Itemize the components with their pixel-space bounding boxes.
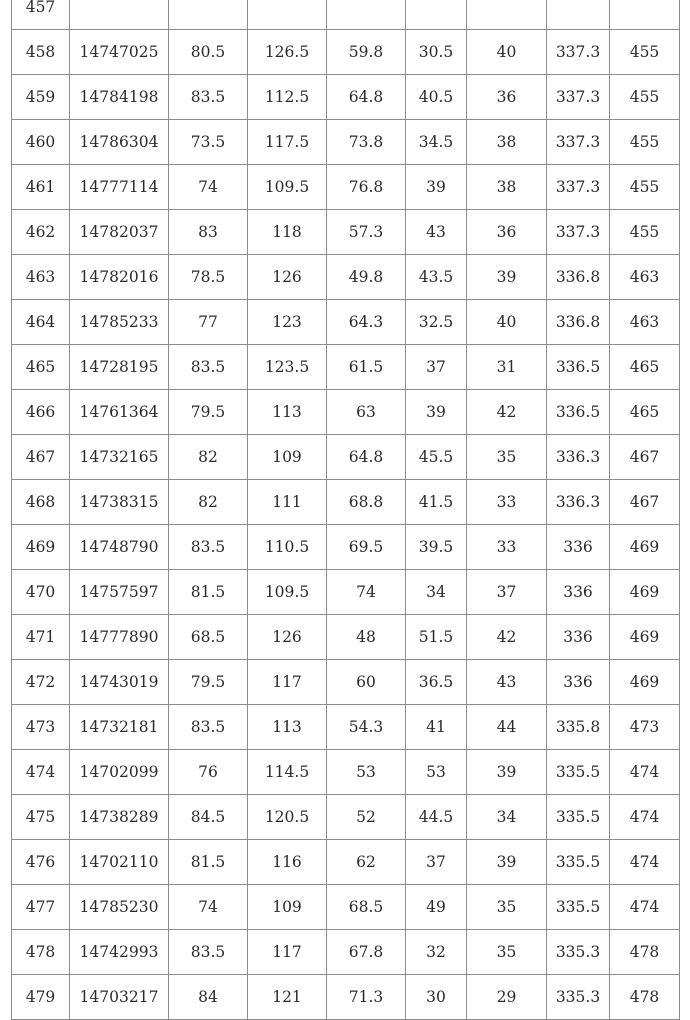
score-cell-5: 36 [467, 75, 547, 120]
score-cell-1: 79.5 [169, 660, 248, 705]
table-row [12, 840, 680, 885]
table-row [12, 615, 680, 660]
rank-cell: 455 [610, 210, 680, 255]
score-cell-2: 117 [248, 660, 327, 705]
rank-cell: 463 [610, 255, 680, 300]
score-cell-4: 51.5 [406, 615, 467, 660]
row-number-cell: 458 [12, 30, 70, 75]
score-cell-1 [169, 0, 248, 30]
rank-cell: 469 [610, 525, 680, 570]
total-score-cell: 337.3 [547, 165, 610, 210]
score-cell-3: 64.8 [327, 435, 406, 480]
score-cell-5: 29 [467, 975, 547, 1020]
score-cell-3: 48 [327, 615, 406, 660]
total-score-cell [547, 0, 610, 30]
score-cell-2: 109.5 [248, 570, 327, 615]
score-cell-2: 126.5 [248, 30, 327, 75]
score-cell-5: 33 [467, 480, 547, 525]
score-cell-2: 109 [248, 885, 327, 930]
total-score-cell: 335.3 [547, 930, 610, 975]
rank-cell: 455 [610, 165, 680, 210]
score-cell-3: 64.3 [327, 300, 406, 345]
row-number-cell: 476 [12, 840, 70, 885]
rank-cell: 467 [610, 435, 680, 480]
score-cell-2: 120.5 [248, 795, 327, 840]
score-cell-1: 84.5 [169, 795, 248, 840]
score-cell-5: 39 [467, 840, 547, 885]
candidate-id-cell: 14782037 [70, 210, 169, 255]
score-cell-3: 68.8 [327, 480, 406, 525]
score-cell-4: 43.5 [406, 255, 467, 300]
score-cell-3: 67.8 [327, 930, 406, 975]
candidate-id-cell: 14738289 [70, 795, 169, 840]
score-cell-4: 34 [406, 570, 467, 615]
score-cell-5: 33 [467, 525, 547, 570]
score-cell-3: 64.8 [327, 75, 406, 120]
total-score-cell: 336.8 [547, 255, 610, 300]
rank-cell: 463 [610, 300, 680, 345]
rank-cell: 474 [610, 885, 680, 930]
score-cell-3: 60 [327, 660, 406, 705]
score-cell-4: 30.5 [406, 30, 467, 75]
candidate-id-cell: 14777114 [70, 165, 169, 210]
table-row [12, 30, 680, 75]
score-cell-2: 114.5 [248, 750, 327, 795]
score-cell-2: 113 [248, 705, 327, 750]
score-table [11, 0, 680, 1020]
score-cell-4: 40.5 [406, 75, 467, 120]
total-score-cell: 336 [547, 615, 610, 660]
total-score-cell: 335.5 [547, 795, 610, 840]
score-cell-4: 49 [406, 885, 467, 930]
score-cell-5: 40 [467, 30, 547, 75]
score-cell-1: 83.5 [169, 75, 248, 120]
total-score-cell: 335.8 [547, 705, 610, 750]
score-cell-2: 117 [248, 930, 327, 975]
table-row [12, 165, 680, 210]
total-score-cell: 336.5 [547, 390, 610, 435]
score-cell-4: 36.5 [406, 660, 467, 705]
table-row [12, 570, 680, 615]
total-score-cell: 336.3 [547, 480, 610, 525]
rank-cell: 455 [610, 120, 680, 165]
score-cell-2 [248, 0, 327, 30]
row-number-cell: 477 [12, 885, 70, 930]
table-row [12, 0, 680, 30]
score-cell-5: 35 [467, 930, 547, 975]
total-score-cell: 337.3 [547, 120, 610, 165]
table-row [12, 660, 680, 705]
row-number-cell: 467 [12, 435, 70, 480]
score-cell-4: 32 [406, 930, 467, 975]
score-cell-5: 39 [467, 255, 547, 300]
row-number-cell: 472 [12, 660, 70, 705]
rank-cell: 455 [610, 75, 680, 120]
table-row [12, 795, 680, 840]
score-cell-3: 62 [327, 840, 406, 885]
row-number-cell: 461 [12, 165, 70, 210]
score-cell-4: 39 [406, 165, 467, 210]
score-cell-4: 37 [406, 840, 467, 885]
score-cell-1: 81.5 [169, 840, 248, 885]
candidate-id-cell: 14757597 [70, 570, 169, 615]
candidate-id-cell: 14782016 [70, 255, 169, 300]
total-score-cell: 335.5 [547, 885, 610, 930]
score-cell-2: 116 [248, 840, 327, 885]
score-cell-2: 113 [248, 390, 327, 435]
score-cell-1: 77 [169, 300, 248, 345]
score-cell-1: 73.5 [169, 120, 248, 165]
score-cell-3 [327, 0, 406, 30]
score-cell-2: 117.5 [248, 120, 327, 165]
score-cell-4: 44.5 [406, 795, 467, 840]
total-score-cell: 337.3 [547, 30, 610, 75]
total-score-cell: 336 [547, 660, 610, 705]
score-cell-5: 35 [467, 885, 547, 930]
rank-cell: 478 [610, 975, 680, 1020]
score-cell-1: 82 [169, 480, 248, 525]
row-number-cell: 471 [12, 615, 70, 660]
total-score-cell: 337.3 [547, 75, 610, 120]
row-number-cell: 457 [12, 0, 70, 30]
row-number-cell: 470 [12, 570, 70, 615]
score-cell-1: 74 [169, 885, 248, 930]
row-number-cell: 473 [12, 705, 70, 750]
score-cell-3: 59.8 [327, 30, 406, 75]
score-cell-5: 38 [467, 120, 547, 165]
score-cell-4: 53 [406, 750, 467, 795]
table-row [12, 390, 680, 435]
rank-cell: 469 [610, 615, 680, 660]
score-cell-3: 76.8 [327, 165, 406, 210]
rank-cell: 465 [610, 345, 680, 390]
score-cell-2: 109 [248, 435, 327, 480]
score-cell-1: 83.5 [169, 525, 248, 570]
score-cell-3: 52 [327, 795, 406, 840]
total-score-cell: 336.5 [547, 345, 610, 390]
score-cell-1: 80.5 [169, 30, 248, 75]
total-score-cell: 336 [547, 525, 610, 570]
score-cell-1: 78.5 [169, 255, 248, 300]
candidate-id-cell: 14747025 [70, 30, 169, 75]
score-cell-3: 57.3 [327, 210, 406, 255]
score-cell-1: 82 [169, 435, 248, 480]
row-number-cell: 469 [12, 525, 70, 570]
score-cell-1: 83.5 [169, 930, 248, 975]
score-cell-1: 83 [169, 210, 248, 255]
candidate-id-cell: 14702099 [70, 750, 169, 795]
rank-cell: 465 [610, 390, 680, 435]
score-cell-1: 79.5 [169, 390, 248, 435]
rank-cell: 473 [610, 705, 680, 750]
row-number-cell: 464 [12, 300, 70, 345]
table-row [12, 930, 680, 975]
row-number-cell: 463 [12, 255, 70, 300]
candidate-id-cell: 14785233 [70, 300, 169, 345]
score-cell-5: 34 [467, 795, 547, 840]
candidate-id-cell: 14703217 [70, 975, 169, 1020]
candidate-id-cell: 14777890 [70, 615, 169, 660]
score-cell-5: 37 [467, 570, 547, 615]
table-row [12, 525, 680, 570]
score-cell-2: 126 [248, 255, 327, 300]
table-row [12, 120, 680, 165]
candidate-id-cell: 14743019 [70, 660, 169, 705]
score-cell-1: 83.5 [169, 705, 248, 750]
score-cell-4 [406, 0, 467, 30]
candidate-id-cell: 14786304 [70, 120, 169, 165]
candidate-id-cell: 14702110 [70, 840, 169, 885]
score-cell-5 [467, 0, 547, 30]
row-number-cell: 466 [12, 390, 70, 435]
score-cell-2: 126 [248, 615, 327, 660]
score-cell-4: 34.5 [406, 120, 467, 165]
rank-cell [610, 0, 680, 30]
table-row [12, 345, 680, 390]
score-cell-2: 118 [248, 210, 327, 255]
row-number-cell: 478 [12, 930, 70, 975]
score-cell-3: 68.5 [327, 885, 406, 930]
candidate-id-cell: 14748790 [70, 525, 169, 570]
score-table-body [12, 0, 680, 1020]
total-score-cell: 336.3 [547, 435, 610, 480]
score-cell-2: 123.5 [248, 345, 327, 390]
table-row [12, 750, 680, 795]
row-number-cell: 479 [12, 975, 70, 1020]
total-score-cell: 335.3 [547, 975, 610, 1020]
row-number-cell: 462 [12, 210, 70, 255]
rank-cell: 474 [610, 840, 680, 885]
score-cell-3: 74 [327, 570, 406, 615]
score-cell-4: 30 [406, 975, 467, 1020]
row-number-cell: 475 [12, 795, 70, 840]
score-cell-4: 41 [406, 705, 467, 750]
score-cell-2: 110.5 [248, 525, 327, 570]
row-number-cell: 460 [12, 120, 70, 165]
score-cell-3: 61.5 [327, 345, 406, 390]
candidate-id-cell: 14738315 [70, 480, 169, 525]
score-cell-5: 31 [467, 345, 547, 390]
total-score-cell: 337.3 [547, 210, 610, 255]
score-cell-2: 111 [248, 480, 327, 525]
score-cell-2: 123 [248, 300, 327, 345]
candidate-id-cell: 14728195 [70, 345, 169, 390]
rank-cell: 455 [610, 30, 680, 75]
candidate-id-cell: 14732181 [70, 705, 169, 750]
total-score-cell: 336.8 [547, 300, 610, 345]
candidate-id-cell: 14785230 [70, 885, 169, 930]
row-number-cell: 465 [12, 345, 70, 390]
score-cell-2: 112.5 [248, 75, 327, 120]
table-row [12, 255, 680, 300]
score-cell-4: 37 [406, 345, 467, 390]
row-number-cell: 459 [12, 75, 70, 120]
rank-cell: 474 [610, 750, 680, 795]
score-cell-4: 41.5 [406, 480, 467, 525]
score-cell-1: 83.5 [169, 345, 248, 390]
score-cell-2: 109.5 [248, 165, 327, 210]
candidate-id-cell [70, 0, 169, 30]
score-cell-3: 71.3 [327, 975, 406, 1020]
candidate-id-cell: 14761364 [70, 390, 169, 435]
row-number-cell: 468 [12, 480, 70, 525]
score-cell-5: 39 [467, 750, 547, 795]
rank-cell: 469 [610, 660, 680, 705]
table-row [12, 210, 680, 255]
score-cell-3: 49.8 [327, 255, 406, 300]
candidate-id-cell: 14784198 [70, 75, 169, 120]
rank-cell: 469 [610, 570, 680, 615]
score-cell-1: 74 [169, 165, 248, 210]
candidate-id-cell: 14742993 [70, 930, 169, 975]
score-cell-3: 53 [327, 750, 406, 795]
score-cell-1: 81.5 [169, 570, 248, 615]
score-cell-3: 69.5 [327, 525, 406, 570]
score-cell-5: 43 [467, 660, 547, 705]
candidate-id-cell: 14732165 [70, 435, 169, 480]
total-score-cell: 335.5 [547, 840, 610, 885]
table-row [12, 975, 680, 1020]
score-cell-5: 36 [467, 210, 547, 255]
score-cell-5: 38 [467, 165, 547, 210]
table-row [12, 75, 680, 120]
rank-cell: 478 [610, 930, 680, 975]
score-cell-5: 42 [467, 390, 547, 435]
table-row [12, 885, 680, 930]
table-row [12, 705, 680, 750]
score-cell-4: 43 [406, 210, 467, 255]
table-row [12, 300, 680, 345]
score-cell-3: 54.3 [327, 705, 406, 750]
score-cell-1: 84 [169, 975, 248, 1020]
score-cell-2: 121 [248, 975, 327, 1020]
rank-cell: 474 [610, 795, 680, 840]
score-cell-5: 40 [467, 300, 547, 345]
score-cell-4: 39.5 [406, 525, 467, 570]
score-cell-4: 39 [406, 390, 467, 435]
score-cell-5: 42 [467, 615, 547, 660]
total-score-cell: 335.5 [547, 750, 610, 795]
score-cell-5: 44 [467, 705, 547, 750]
score-cell-5: 35 [467, 435, 547, 480]
score-cell-1: 76 [169, 750, 248, 795]
score-cell-3: 63 [327, 390, 406, 435]
table-row [12, 435, 680, 480]
score-cell-1: 68.5 [169, 615, 248, 660]
total-score-cell: 336 [547, 570, 610, 615]
rank-cell: 467 [610, 480, 680, 525]
score-cell-4: 32.5 [406, 300, 467, 345]
score-cell-3: 73.8 [327, 120, 406, 165]
score-cell-4: 45.5 [406, 435, 467, 480]
row-number-cell: 474 [12, 750, 70, 795]
table-row [12, 480, 680, 525]
